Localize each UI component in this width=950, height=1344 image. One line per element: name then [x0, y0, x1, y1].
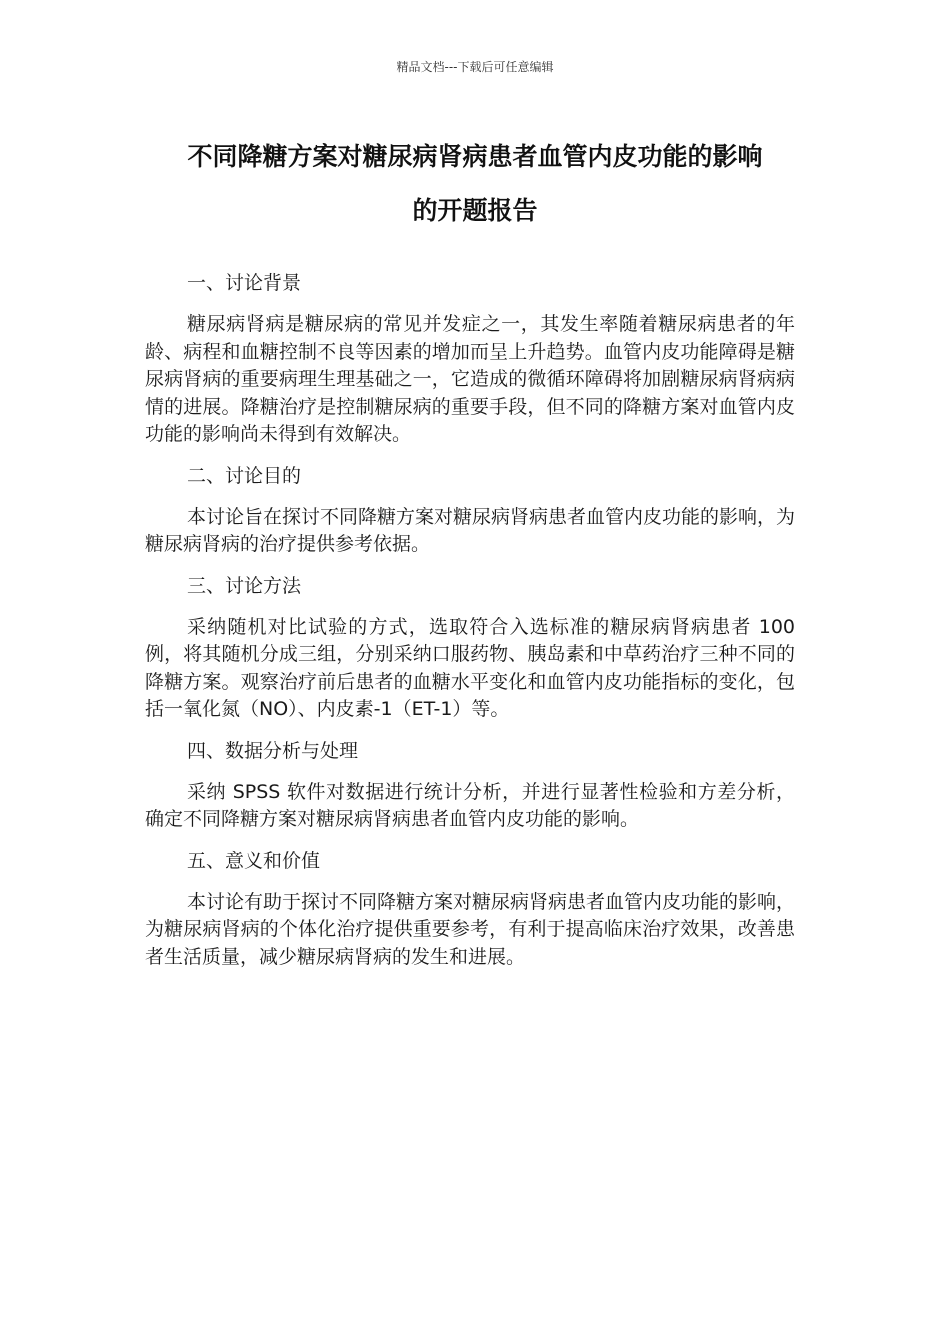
section-methods [145, 571, 795, 724]
title-line-2: 的开题报告 [412, 196, 538, 225]
section-background [145, 268, 795, 449]
header-note: 精品文档---下载后可任意编辑 [396, 60, 554, 74]
section-heading: 五、意义和价值 [187, 849, 321, 872]
section-purpose [145, 461, 795, 559]
title-line-1: 不同降糖方案对糖尿病肾病患者血管内皮功能的影响 [187, 142, 763, 171]
section-paragraph: 采纳 SPSS 软件对数据进行统计分析，并进行显著性检验和方差分析，确定不同降糖方案对糖尿病肾病患者血管内皮功能的影响。 [145, 780, 795, 830]
section-paragraph: 糖尿病肾病是糖尿病的常见并发症之一，其发生率随着糖尿病患者的年龄、病程和血糖控制不良等因素的增加而呈上升趋势。血管内皮功能障碍是糖尿病肾病的重要病理生理基础之一，它造成的微循环障碍将加剧糖尿病肾病病情的进展。降糖治疗是控制糖尿病的重要手段，但不同的降糖方案对血管内皮功能的影响尚未得到有效解决。 [145, 313, 795, 445]
section-paragraph: 本讨论有助于探讨不同降糖方案对糖尿病肾病患者血管内皮功能的影响，为糖尿病肾病的个体化治疗提供重要参考，有利于提高临床治疗效果，改善患者生活质量，减少糖尿病肾病的发生和进展。 [145, 890, 796, 968]
section-data-analysis [145, 736, 795, 834]
section-heading: 四、数据分析与处理 [187, 739, 359, 762]
section-heading: 三、讨论方法 [187, 574, 302, 597]
section-heading: 一、讨论背景 [187, 272, 302, 294]
section-paragraph: 采纳随机对比试验的方式，选取符合入选标准的糖尿病肾病患者 100 例，将其随机分成三组，分别采纳口服药物、胰岛素和中草药治疗三种不同的降糖方案。观察治疗前后患者的血糖水平变化和血管内皮功能指标的变化，包括一氧化氮（NO）、内皮素-1（ET-1）等。 [145, 615, 795, 720]
document-title [140, 130, 810, 238]
section-heading: 二、讨论目的 [187, 464, 302, 487]
document-body [145, 268, 795, 983]
section-significance [145, 846, 795, 972]
section-paragraph: 本讨论旨在探讨不同降糖方案对糖尿病肾病患者血管内皮功能的影响，为糖尿病肾病的治疗提供参考依据。 [145, 505, 796, 555]
